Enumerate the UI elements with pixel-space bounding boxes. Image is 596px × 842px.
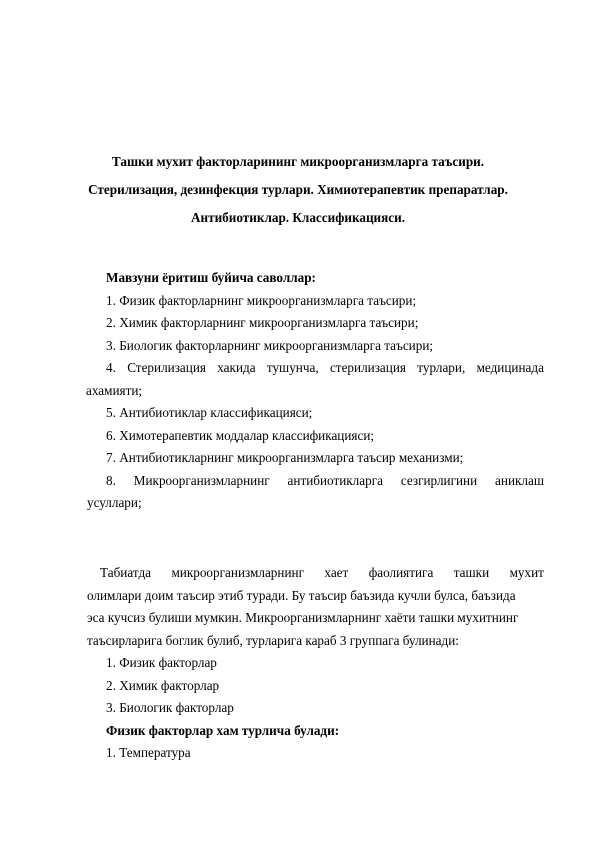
paragraph-1-line-4: таъсирларига боглик булиб, турларига караб 3 группага булинади: — [87, 632, 459, 648]
paragraph-1-line-1 — [87, 562, 544, 585]
question-1: 1. Физик факторларнинг микроорганизмларга таъсири; — [106, 292, 417, 308]
question-8 — [87, 470, 544, 493]
title-line-2: Стерилизация, дезинфекция турлари. Химиотерапевтик препаратлар. — [88, 182, 508, 197]
temperature-item: 1. Температура — [106, 745, 191, 760]
q4-word: Стерилизация — [127, 360, 206, 375]
document-title — [70, 148, 526, 232]
question-7: 7. Антибиотикларнинг микроорганизмларга таъсир механизми; — [106, 450, 464, 465]
question-5: 5. Антибиотиклар классификацияси; — [106, 405, 313, 420]
questions-section — [87, 267, 544, 515]
factor-2: 2. Химик факторлар — [106, 677, 220, 693]
title-line-1: Ташки мухит факторларининг микроорганизмларга таъсири. — [111, 154, 485, 169]
question-8-continuation: усуллари; — [87, 495, 142, 510]
question-4-continuation: ахамияти; — [86, 382, 143, 398]
q8-word: Микроорганизмларнинг — [133, 472, 270, 488]
q8-word: аниклаш — [495, 472, 544, 488]
question-3: 3. Биологик факторларнинг микроорганизмларга таъсири; — [106, 337, 434, 353]
p1-word: мухит — [509, 565, 544, 580]
physical-factors-heading: Физик факторлар хам турлича булади: — [106, 722, 340, 738]
question-2: 2. Химик факторларнинг микроорганизмларга таъсири; — [106, 315, 419, 330]
q4-word: тушунча, — [266, 360, 319, 375]
p1-word: хает — [324, 565, 349, 580]
q4-word: хакида — [217, 360, 256, 375]
question-4 — [87, 357, 544, 380]
body-section — [87, 562, 544, 765]
p1-word: ташки — [453, 565, 490, 580]
paragraph-1-line-2: олимлари доим таъсир этиб туради. Бу таъсир баъзида кучли булса, баъзида — [87, 587, 516, 603]
q4-word: 4. — [106, 360, 116, 375]
p1-word: Табиатда — [100, 565, 152, 580]
questions-heading: Мавзуни ёритиш буйича саволлар: — [106, 270, 316, 285]
paragraph-1-line-3: эса кучсиз булиши мумкин. Микроорганизмларнинг хаёти ташки мухитнинг — [87, 610, 519, 625]
question-6: 6. Химотерапевтик моддалар классификацияси; — [106, 427, 375, 443]
title-line-3: Антибиотиклар. Классификацияси. — [190, 210, 406, 225]
factor-3: 3. Биологик факторлар — [106, 700, 234, 715]
q8-word: 8. — [106, 472, 116, 488]
p1-word: микроорганизмларнинг — [171, 565, 304, 580]
p1-word: фаолиятига — [368, 565, 434, 580]
q4-word: медицинада — [476, 360, 544, 375]
factor-1: 1. Физик факторлар — [106, 655, 217, 670]
q8-word: сезгирлигини — [400, 472, 478, 488]
q4-word: стерилизация — [329, 360, 406, 375]
q4-word: турлари, — [417, 360, 466, 375]
q8-word: антибиотикларга — [287, 472, 383, 488]
